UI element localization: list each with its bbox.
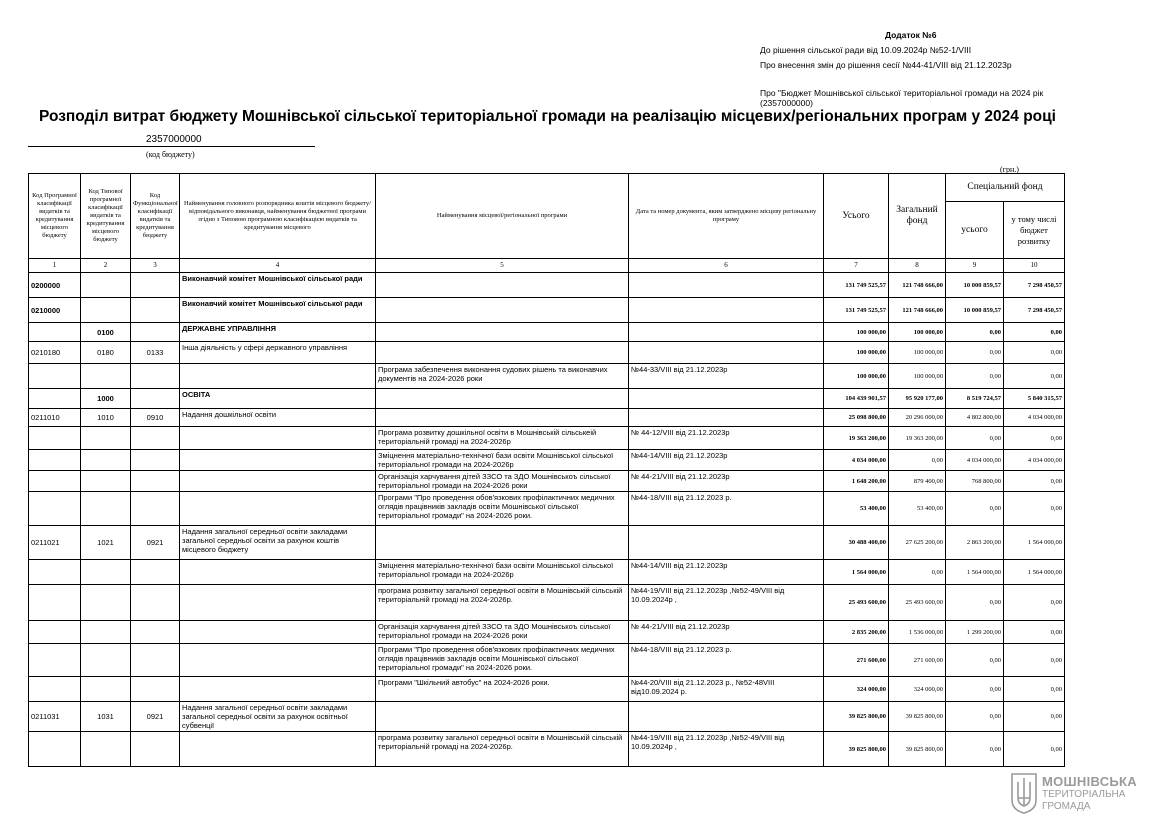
local-program-cell: Зміцнення матеріально-технічної бази освіти Мошнівської сільської територіальної громади на 2024-2026р (376, 560, 629, 585)
local-program-cell (376, 702, 629, 732)
col-number: 6 (629, 259, 824, 273)
program-name-cell: ОСВІТА (180, 389, 376, 409)
community-logo (1010, 772, 1160, 816)
total-cell: 4 034 000,00 (824, 450, 889, 471)
table-body (29, 273, 1065, 767)
program-code-cell (29, 560, 81, 585)
typical-code-cell: 1031 (81, 702, 131, 732)
functional-code-cell (131, 427, 180, 450)
col-number: 10 (1004, 259, 1065, 273)
special-fund-total-cell: 8 519 724,57 (946, 389, 1004, 409)
approval-document-cell: №44-14/VIII від 21.12.2023р (629, 450, 824, 471)
col-number: 3 (131, 259, 180, 273)
functional-code-cell (131, 621, 180, 644)
typical-code-cell (81, 427, 131, 450)
functional-code-cell (131, 677, 180, 702)
local-program-cell (376, 273, 629, 298)
functional-code-cell: 0921 (131, 526, 180, 560)
program-name-cell (180, 364, 376, 389)
total-cell: 100 000,00 (824, 364, 889, 389)
appendix-line-3: Про "Бюджет Мошнівської сільської територіальної громади на 2024 рік (760, 88, 1044, 98)
development-budget-cell: 4 034 000,00 (1004, 450, 1065, 471)
functional-code-cell (131, 732, 180, 767)
col-header-4: Найменування головного розпорядника коштів місцевого бюджету/ відповідального виконавця, найменування бюджетної програми згідно з Типовою програмною класифікацією видатків та кредитування місцевого (180, 174, 376, 259)
special-fund-total-cell: 0,00 (946, 492, 1004, 526)
development-budget-cell: 1 564 000,00 (1004, 526, 1065, 560)
development-budget-cell: 0,00 (1004, 471, 1065, 492)
col-number: 1 (29, 259, 81, 273)
special-fund-total-cell: 0,00 (946, 323, 1004, 342)
col-number: 4 (180, 259, 376, 273)
general-fund-cell: 324 000,00 (889, 677, 946, 702)
typical-code-cell: 0180 (81, 342, 131, 364)
program-code-cell: 0210180 (29, 342, 81, 364)
col-header-special: Спеціальний фонд (946, 174, 1065, 202)
table-row (29, 364, 1065, 389)
total-cell: 1 564 000,00 (824, 560, 889, 585)
approval-document-cell: №44-20/VIII від 21.12.2023 р., №52-48VIII від10.09.2024 р. (629, 677, 824, 702)
special-fund-total-cell: 10 000 859,57 (946, 273, 1004, 298)
development-budget-cell: 0,00 (1004, 732, 1065, 767)
col-header-1: Код Програмної класифікації видатків та кредитування місцевого бюджету (29, 174, 81, 259)
special-fund-total-cell: 768 800,00 (946, 471, 1004, 492)
development-budget-cell: 0,00 (1004, 644, 1065, 677)
program-name-cell: Інша діяльність у сфері державного управління (180, 342, 376, 364)
special-fund-total-cell: 10 000 859,57 (946, 298, 1004, 323)
total-cell: 271 600,00 (824, 644, 889, 677)
typical-code-cell (81, 644, 131, 677)
typical-code-cell: 1000 (81, 389, 131, 409)
col-header-7: Усього (824, 174, 889, 259)
table-row (29, 389, 1065, 409)
document-title: Розподіл витрат бюджету Мошнівської сільської територіальної громади на реалізацію місцевих/регіональних програм у 2024 році (39, 108, 1056, 125)
special-fund-total-cell: 4 034 000,00 (946, 450, 1004, 471)
program-name-cell: Виконавчий комітет Мошнівської сільської ради (180, 273, 376, 298)
special-fund-total-cell: 1 299 200,00 (946, 621, 1004, 644)
special-fund-total-cell: 0,00 (946, 585, 1004, 621)
development-budget-cell: 0,00 (1004, 677, 1065, 702)
table-row (29, 621, 1065, 644)
development-budget-cell: 7 298 450,57 (1004, 298, 1065, 323)
special-fund-total-cell: 0,00 (946, 427, 1004, 450)
appendix-line-4: (2357000000) (760, 98, 813, 108)
local-program-cell: Програми "Про проведення обов'язкових профілактичних медичних оглядів працівників закладів освіти Мошнівської сільської територіальної громади" на 2024-2026 роки. (376, 492, 629, 526)
development-budget-cell: 0,00 (1004, 342, 1065, 364)
special-fund-total-cell: 0,00 (946, 677, 1004, 702)
general-fund-cell: 0,00 (889, 560, 946, 585)
budget-code-label: (код бюджету) (146, 150, 195, 159)
approval-document-cell: №44-18/VIII від 21.12.2023 р. (629, 644, 824, 677)
appendix-title: Додаток №6 (885, 30, 937, 40)
approval-document-cell: № 44-21/VIII від 21.12.2023р (629, 471, 824, 492)
local-program-cell (376, 342, 629, 364)
general-fund-cell: 100 000,00 (889, 342, 946, 364)
approval-document-cell (629, 526, 824, 560)
special-fund-total-cell: 0,00 (946, 364, 1004, 389)
approval-document-cell (629, 389, 824, 409)
program-name-cell (180, 677, 376, 702)
total-cell: 1 648 200,00 (824, 471, 889, 492)
col-number: 2 (81, 259, 131, 273)
table-row (29, 427, 1065, 450)
program-code-cell (29, 471, 81, 492)
column-number-row (29, 259, 1065, 273)
program-code-cell: 0211021 (29, 526, 81, 560)
budget-code: 2357000000 (146, 134, 202, 145)
general-fund-cell: 121 748 666,00 (889, 298, 946, 323)
budget-table (28, 173, 1065, 767)
local-program-cell (376, 409, 629, 427)
table-row (29, 526, 1065, 560)
local-program-cell: Програма забезпечення виконання судових рішень та виконавчих документів на 2024-2026 роки (376, 364, 629, 389)
functional-code-cell (131, 450, 180, 471)
program-name-cell: Надання дошкільної освіти (180, 409, 376, 427)
program-code-cell (29, 364, 81, 389)
program-code-cell (29, 621, 81, 644)
appendix-line-2: Про внесення змін до рішення сесії №44-41/VIII від 21.12.2023р (760, 60, 1012, 70)
typical-code-cell (81, 560, 131, 585)
development-budget-cell: 0,00 (1004, 621, 1065, 644)
program-code-cell (29, 389, 81, 409)
table-row (29, 323, 1065, 342)
program-name-cell (180, 621, 376, 644)
development-budget-cell: 0,00 (1004, 323, 1065, 342)
table-row (29, 450, 1065, 471)
col-number: 9 (946, 259, 1004, 273)
special-fund-total-cell: 0,00 (946, 732, 1004, 767)
general-fund-cell: 25 493 600,00 (889, 585, 946, 621)
general-fund-cell: 121 748 666,00 (889, 273, 946, 298)
local-program-cell: програма розвитку загальної середньої освіти в Мошнівській сільській територіальній громаді на 2024-2026р. (376, 585, 629, 621)
general-fund-cell: 95 920 177,00 (889, 389, 946, 409)
table-row (29, 298, 1065, 323)
program-name-cell: Виконавчий комітет Мошнівської сільської ради (180, 298, 376, 323)
program-name-cell (180, 732, 376, 767)
typical-code-cell (81, 273, 131, 298)
general-fund-cell: 27 625 200,00 (889, 526, 946, 560)
table-row (29, 273, 1065, 298)
approval-document-cell: № 44-12/VIII від 21.12.2023р (629, 427, 824, 450)
currency-unit: (грн.) (1000, 165, 1019, 174)
total-cell: 25 493 600,00 (824, 585, 889, 621)
general-fund-cell: 39 825 800,00 (889, 702, 946, 732)
program-name-cell: ДЕРЖАВНЕ УПРАВЛІННЯ (180, 323, 376, 342)
development-budget-cell: 0,00 (1004, 427, 1065, 450)
total-cell: 324 000,00 (824, 677, 889, 702)
approval-document-cell: №44-14/VIII від 21.12.2023р (629, 560, 824, 585)
special-fund-total-cell: 2 863 200,00 (946, 526, 1004, 560)
functional-code-cell (131, 560, 180, 585)
table-row (29, 702, 1065, 732)
typical-code-cell (81, 732, 131, 767)
program-code-cell (29, 427, 81, 450)
general-fund-cell: 100 000,00 (889, 364, 946, 389)
program-code-cell (29, 677, 81, 702)
special-fund-total-cell: 4 802 800,00 (946, 409, 1004, 427)
total-cell: 100 000,00 (824, 323, 889, 342)
total-cell: 104 439 901,57 (824, 389, 889, 409)
table-row (29, 585, 1065, 621)
total-cell: 131 749 525,57 (824, 273, 889, 298)
general-fund-cell: 53 400,00 (889, 492, 946, 526)
functional-code-cell: 0910 (131, 409, 180, 427)
col-header-10: у тому числі бюджет розвитку (1004, 202, 1065, 259)
appendix-header (760, 28, 1043, 108)
table-row (29, 560, 1065, 585)
local-program-cell: програма розвитку загальної середньої освіти в Мошнівській сільській територіальній громаді на 2024-2026р. (376, 732, 629, 767)
total-cell: 39 825 800,00 (824, 702, 889, 732)
approval-document-cell (629, 409, 824, 427)
appendix-line-1: До рішення сільської ради від 10.09.2024р №52-1/VIII (760, 45, 972, 55)
total-cell: 39 825 800,00 (824, 732, 889, 767)
program-name-cell (180, 585, 376, 621)
col-number: 5 (376, 259, 629, 273)
program-code-cell (29, 492, 81, 526)
approval-document-cell: №44-19/VIII від 21.12.2023р ,№52-49/VIII від 10.09.2024р , (629, 585, 824, 621)
program-code-cell (29, 585, 81, 621)
typical-code-cell: 0100 (81, 323, 131, 342)
typical-code-cell: 1010 (81, 409, 131, 427)
table-head (29, 174, 1065, 273)
typical-code-cell (81, 621, 131, 644)
typical-code-cell (81, 492, 131, 526)
program-code-cell: 0211031 (29, 702, 81, 732)
special-fund-total-cell: 1 564 000,00 (946, 560, 1004, 585)
local-program-cell: Організація харчування дітей ЗЗСО та ЗДО Мошнівськоъ сільської територіальної громади на 2024-2026 роки (376, 471, 629, 492)
general-fund-cell: 1 536 000,00 (889, 621, 946, 644)
program-name-cell: Надання загальної середньої освіти закладами загальної середньої освіти за рахунок коштів місцевого бюджету (180, 526, 376, 560)
general-fund-cell: 20 296 000,00 (889, 409, 946, 427)
program-name-cell (180, 644, 376, 677)
budget-code-underline (28, 146, 315, 147)
col-header-8: Загальний фонд (889, 174, 946, 259)
logo-line-2: ТЕРИТОРІАЛЬНА (1042, 789, 1126, 800)
total-cell: 2 835 200,00 (824, 621, 889, 644)
special-fund-total-cell: 0,00 (946, 702, 1004, 732)
functional-code-cell (131, 471, 180, 492)
development-budget-cell: 0,00 (1004, 585, 1065, 621)
general-fund-cell: 271 600,00 (889, 644, 946, 677)
functional-code-cell (131, 644, 180, 677)
table-row (29, 492, 1065, 526)
table-row (29, 471, 1065, 492)
local-program-cell: Програми "Шкільний автобус" на 2024-2026 роки. (376, 677, 629, 702)
general-fund-cell: 100 000,00 (889, 323, 946, 342)
special-fund-total-cell: 0,00 (946, 342, 1004, 364)
development-budget-cell: 0,00 (1004, 492, 1065, 526)
total-cell: 131 749 525,57 (824, 298, 889, 323)
local-program-cell (376, 389, 629, 409)
program-code-cell (29, 450, 81, 471)
col-header-9: усього (946, 202, 1004, 259)
table-row (29, 732, 1065, 767)
approval-document-cell: №44-18/VIII від 21.12.2023 р. (629, 492, 824, 526)
local-program-cell: Програми "Про проведення обов'язкових профілактичних медичних оглядів працівників закладів освіти Мошнівської сільської територіальної громади" на 2024-2026 роки. (376, 644, 629, 677)
local-program-cell: Програма розвитку дошкільної освіти в Мошнівській сільськеій територіальній громаді на 2024-2026р (376, 427, 629, 450)
development-budget-cell: 4 034 000,00 (1004, 409, 1065, 427)
typical-code-cell (81, 298, 131, 323)
approval-document-cell (629, 298, 824, 323)
col-number: 8 (889, 259, 946, 273)
total-cell: 100 000,00 (824, 342, 889, 364)
local-program-cell: Зміцнення матеріально-технічної бази освіти Мошнівської сільської територіальної громади на 2024-2026р (376, 450, 629, 471)
table-row (29, 644, 1065, 677)
functional-code-cell (131, 492, 180, 526)
program-name-cell: Надання загальної середньої освіти закладами загальної середньої освіти за рахунок освітньої субвенції (180, 702, 376, 732)
logo-line-1: МОШНІВСЬКА (1042, 774, 1137, 789)
table-row (29, 409, 1065, 427)
table-row (29, 342, 1065, 364)
approval-document-cell: №44-33/VIII від 21.12.2023р (629, 364, 824, 389)
development-budget-cell: 5 840 315,57 (1004, 389, 1065, 409)
general-fund-cell: 0,00 (889, 450, 946, 471)
program-name-cell (180, 427, 376, 450)
approval-document-cell (629, 323, 824, 342)
functional-code-cell (131, 273, 180, 298)
program-name-cell (180, 471, 376, 492)
approval-document-cell (629, 342, 824, 364)
program-code-cell (29, 323, 81, 342)
typical-code-cell (81, 585, 131, 621)
col-header-5: Найменування місцевої/регіональної програми (376, 174, 629, 259)
local-program-cell (376, 323, 629, 342)
col-number: 7 (824, 259, 889, 273)
total-cell: 19 363 200,00 (824, 427, 889, 450)
total-cell: 25 098 800,00 (824, 409, 889, 427)
typical-code-cell: 1021 (81, 526, 131, 560)
col-header-2: Код Типової програмної класифікації видатків та кредитування місцевого бюджету (81, 174, 131, 259)
table-row (29, 677, 1065, 702)
program-code-cell (29, 732, 81, 767)
development-budget-cell: 0,00 (1004, 364, 1065, 389)
trident-shield-icon (1010, 772, 1038, 814)
approval-document-cell: № 44-21/VIII від 21.12.2023р (629, 621, 824, 644)
col-header-6: Дата та номер документа, яким затверджено місцеву регіональну програму (629, 174, 824, 259)
total-cell: 53 400,00 (824, 492, 889, 526)
functional-code-cell: 0133 (131, 342, 180, 364)
typical-code-cell (81, 677, 131, 702)
development-budget-cell: 7 298 450,57 (1004, 273, 1065, 298)
special-fund-total-cell: 0,00 (946, 644, 1004, 677)
local-program-cell (376, 526, 629, 560)
functional-code-cell (131, 323, 180, 342)
approval-document-cell (629, 702, 824, 732)
approval-document-cell: №44-19/VIII від 21.12.2023р ,№52-49/VIII від 10.09.2024р , (629, 732, 824, 767)
functional-code-cell (131, 298, 180, 323)
program-code-cell: 0200000 (29, 273, 81, 298)
functional-code-cell: 0921 (131, 702, 180, 732)
col-header-3: Код Функціональної класифікації видатків та кредитування бюджету (131, 174, 180, 259)
functional-code-cell (131, 389, 180, 409)
program-code-cell: 0211010 (29, 409, 81, 427)
functional-code-cell (131, 585, 180, 621)
logo-line-3: ГРОМАДА (1042, 801, 1091, 812)
functional-code-cell (131, 364, 180, 389)
program-name-cell (180, 492, 376, 526)
general-fund-cell: 19 363 200,00 (889, 427, 946, 450)
development-budget-cell: 0,00 (1004, 702, 1065, 732)
typical-code-cell (81, 364, 131, 389)
approval-document-cell (629, 273, 824, 298)
local-program-cell: Організація харчування дітей ЗЗСО та ЗДО Мошнівськоъ сільської територіальної громади на 2024-2026 роки (376, 621, 629, 644)
total-cell: 30 488 400,00 (824, 526, 889, 560)
general-fund-cell: 879 400,00 (889, 471, 946, 492)
program-name-cell (180, 560, 376, 585)
program-name-cell (180, 450, 376, 471)
typical-code-cell (81, 471, 131, 492)
development-budget-cell: 1 564 000,00 (1004, 560, 1065, 585)
general-fund-cell: 39 825 800,00 (889, 732, 946, 767)
program-code-cell: 0210000 (29, 298, 81, 323)
typical-code-cell (81, 450, 131, 471)
program-code-cell (29, 644, 81, 677)
local-program-cell (376, 298, 629, 323)
